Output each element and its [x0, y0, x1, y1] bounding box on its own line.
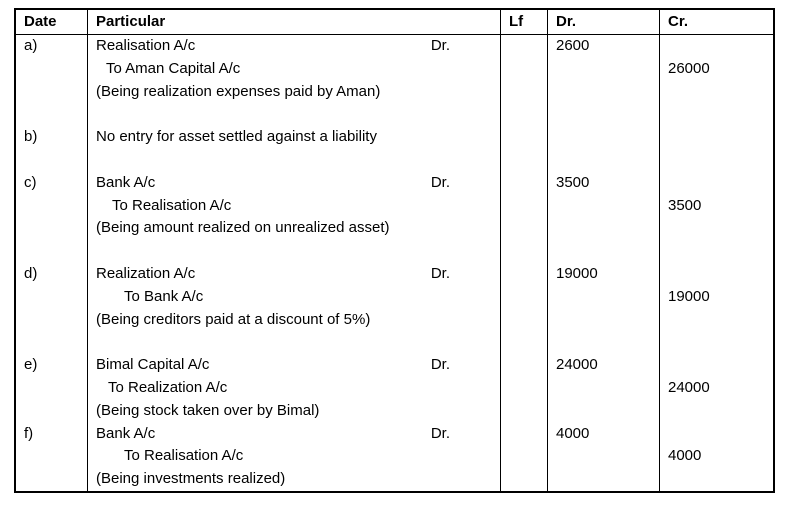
cr-amount-cell [660, 172, 773, 195]
date-cell [16, 217, 88, 240]
particular-cell [88, 195, 501, 218]
date-cell [16, 377, 88, 400]
particular-text: To Aman Capital A/c [106, 59, 241, 77]
lf-cell [501, 400, 548, 423]
particular-cell [88, 354, 501, 377]
particular-cell [88, 286, 501, 309]
date-cell: b) [16, 126, 88, 149]
particular-cell [88, 126, 501, 149]
table-row [16, 331, 773, 354]
lf-cell [501, 81, 548, 104]
particular-text: (Being stock taken over by Bimal) [96, 401, 320, 419]
particular-cell [88, 331, 501, 354]
particular-text: To Realisation A/c [112, 196, 232, 214]
particular-text: Bank A/c [96, 424, 156, 442]
lf-cell [501, 331, 548, 354]
date-cell [16, 445, 88, 468]
cr-amount-cell [660, 263, 773, 286]
lf-cell [501, 354, 548, 377]
cr-amount-cell: 3500 [668, 196, 702, 214]
table-row [16, 423, 773, 446]
dr-indicator-label: Dr. [430, 173, 450, 191]
date-cell [16, 240, 88, 263]
dr-amount-cell [548, 240, 660, 263]
dr-amount-cell: 24000 [548, 354, 660, 377]
cr-amount-cell [660, 81, 773, 104]
particular-cell [88, 468, 501, 491]
dr-amount-cell [548, 309, 660, 332]
cr-amount-cell: 4000 [668, 447, 702, 465]
dr-indicator-label: Dr. [430, 37, 450, 54]
journal-entries-table [14, 8, 775, 493]
date-cell: c) [16, 172, 88, 195]
lf-cell [501, 377, 548, 400]
particular-text: (Being investments realized) [96, 470, 286, 488]
dr-amount-cell [548, 377, 660, 400]
table-row [16, 81, 773, 104]
particular-cell [88, 217, 501, 240]
table-row [16, 217, 773, 240]
table-row [16, 58, 773, 81]
dr-amount-cell [548, 126, 660, 149]
cr-amount-cell [660, 400, 773, 423]
particular-cell [88, 35, 501, 58]
dr-indicator-label: Dr. [430, 356, 450, 374]
dr-amount-cell [548, 195, 660, 218]
particular-text: No entry for asset settled against a liability [96, 128, 377, 146]
lf-cell [501, 286, 548, 309]
dr-amount-cell: 3500 [548, 172, 660, 195]
lf-cell [501, 263, 548, 286]
date-cell: a) [16, 35, 88, 58]
particular-cell [88, 240, 501, 263]
cr-amount-cell [660, 217, 773, 240]
lf-cell [501, 309, 548, 332]
dr-amount-cell: 4000 [548, 423, 660, 446]
cr-amount-cell: 24000 [668, 378, 710, 396]
particular-text: Bimal Capital A/c [96, 356, 210, 374]
date-cell [16, 58, 88, 81]
dr-amount-cell: 2600 [548, 35, 660, 58]
cr-amount-cell [660, 309, 773, 332]
header-cr: Cr. [660, 10, 773, 35]
dr-amount-cell [548, 58, 660, 81]
header-particular: Particular [88, 10, 501, 35]
table-row [16, 377, 773, 400]
date-cell [16, 103, 88, 126]
header-lf: Lf [501, 10, 548, 35]
dr-amount-cell [548, 286, 660, 309]
table-row [16, 286, 773, 309]
table-row [16, 309, 773, 332]
lf-cell [501, 217, 548, 240]
table-row [16, 126, 773, 149]
date-cell: f) [16, 423, 88, 446]
table-row [16, 149, 773, 172]
date-cell: d) [16, 263, 88, 286]
cr-amount-cell [660, 126, 773, 149]
particular-cell [88, 263, 501, 286]
particular-text: Realization A/c [96, 264, 196, 282]
particular-text: To Realisation A/c [124, 447, 244, 465]
particular-cell [88, 309, 501, 332]
cr-amount-cell [660, 468, 773, 491]
cr-amount-cell [660, 354, 773, 377]
lf-cell [501, 195, 548, 218]
particular-cell [88, 103, 501, 126]
lf-cell [501, 58, 548, 81]
table-row [16, 468, 773, 491]
lf-cell [501, 172, 548, 195]
particular-text: Realisation A/c [96, 37, 196, 54]
particular-cell [88, 172, 501, 195]
date-cell [16, 400, 88, 423]
header-dr: Dr. [548, 10, 660, 35]
dr-amount-cell [548, 81, 660, 104]
particular-text: To Realization A/c [108, 378, 228, 396]
table-row [16, 445, 773, 468]
dr-amount-cell [548, 445, 660, 468]
table-row [16, 354, 773, 377]
dr-amount-cell [548, 400, 660, 423]
dr-amount-cell: 19000 [548, 263, 660, 286]
dr-amount-cell [548, 217, 660, 240]
table-row [16, 263, 773, 286]
table-row [16, 172, 773, 195]
date-cell [16, 149, 88, 172]
particular-cell [88, 423, 501, 446]
cr-amount-cell: 26000 [668, 59, 710, 77]
particular-cell [88, 58, 501, 81]
dr-amount-cell [548, 331, 660, 354]
cr-amount-cell [660, 423, 773, 446]
date-cell [16, 195, 88, 218]
date-cell [16, 331, 88, 354]
lf-cell [501, 35, 548, 58]
table-row [16, 240, 773, 263]
lf-cell [501, 445, 548, 468]
lf-cell [501, 126, 548, 149]
date-cell [16, 468, 88, 491]
particular-cell [88, 445, 501, 468]
dr-indicator-label: Dr. [430, 264, 450, 282]
table-body [16, 35, 773, 491]
table-row [16, 103, 773, 126]
particular-cell [88, 149, 501, 172]
header-date: Date [16, 10, 88, 35]
cr-amount-cell [660, 103, 773, 126]
cr-amount-cell: 19000 [668, 287, 710, 305]
particular-cell [88, 400, 501, 423]
table-row [16, 400, 773, 423]
lf-cell [501, 240, 548, 263]
date-cell [16, 81, 88, 104]
dr-amount-cell [548, 149, 660, 172]
lf-cell [501, 103, 548, 126]
lf-cell [501, 149, 548, 172]
cr-amount-cell [660, 35, 773, 58]
lf-cell [501, 423, 548, 446]
dr-amount-cell [548, 468, 660, 491]
particular-text: Bank A/c [96, 173, 156, 191]
particular-text: (Being amount realized on unrealized asset) [96, 219, 390, 237]
particular-cell [88, 81, 501, 104]
date-cell: e) [16, 354, 88, 377]
lf-cell [501, 468, 548, 491]
table-header-row [16, 10, 773, 35]
particular-cell [88, 377, 501, 400]
cr-amount-cell [660, 240, 773, 263]
particular-text: To Bank A/c [124, 287, 204, 305]
table-row [16, 35, 773, 58]
date-cell [16, 309, 88, 332]
table-row [16, 195, 773, 218]
dr-amount-cell [548, 103, 660, 126]
cr-amount-cell [660, 149, 773, 172]
date-cell [16, 286, 88, 309]
cr-amount-cell [660, 331, 773, 354]
particular-text: (Being creditors paid at a discount of 5%) [96, 310, 371, 328]
dr-indicator-label: Dr. [430, 424, 450, 442]
particular-text: (Being realization expenses paid by Aman) [96, 82, 381, 100]
